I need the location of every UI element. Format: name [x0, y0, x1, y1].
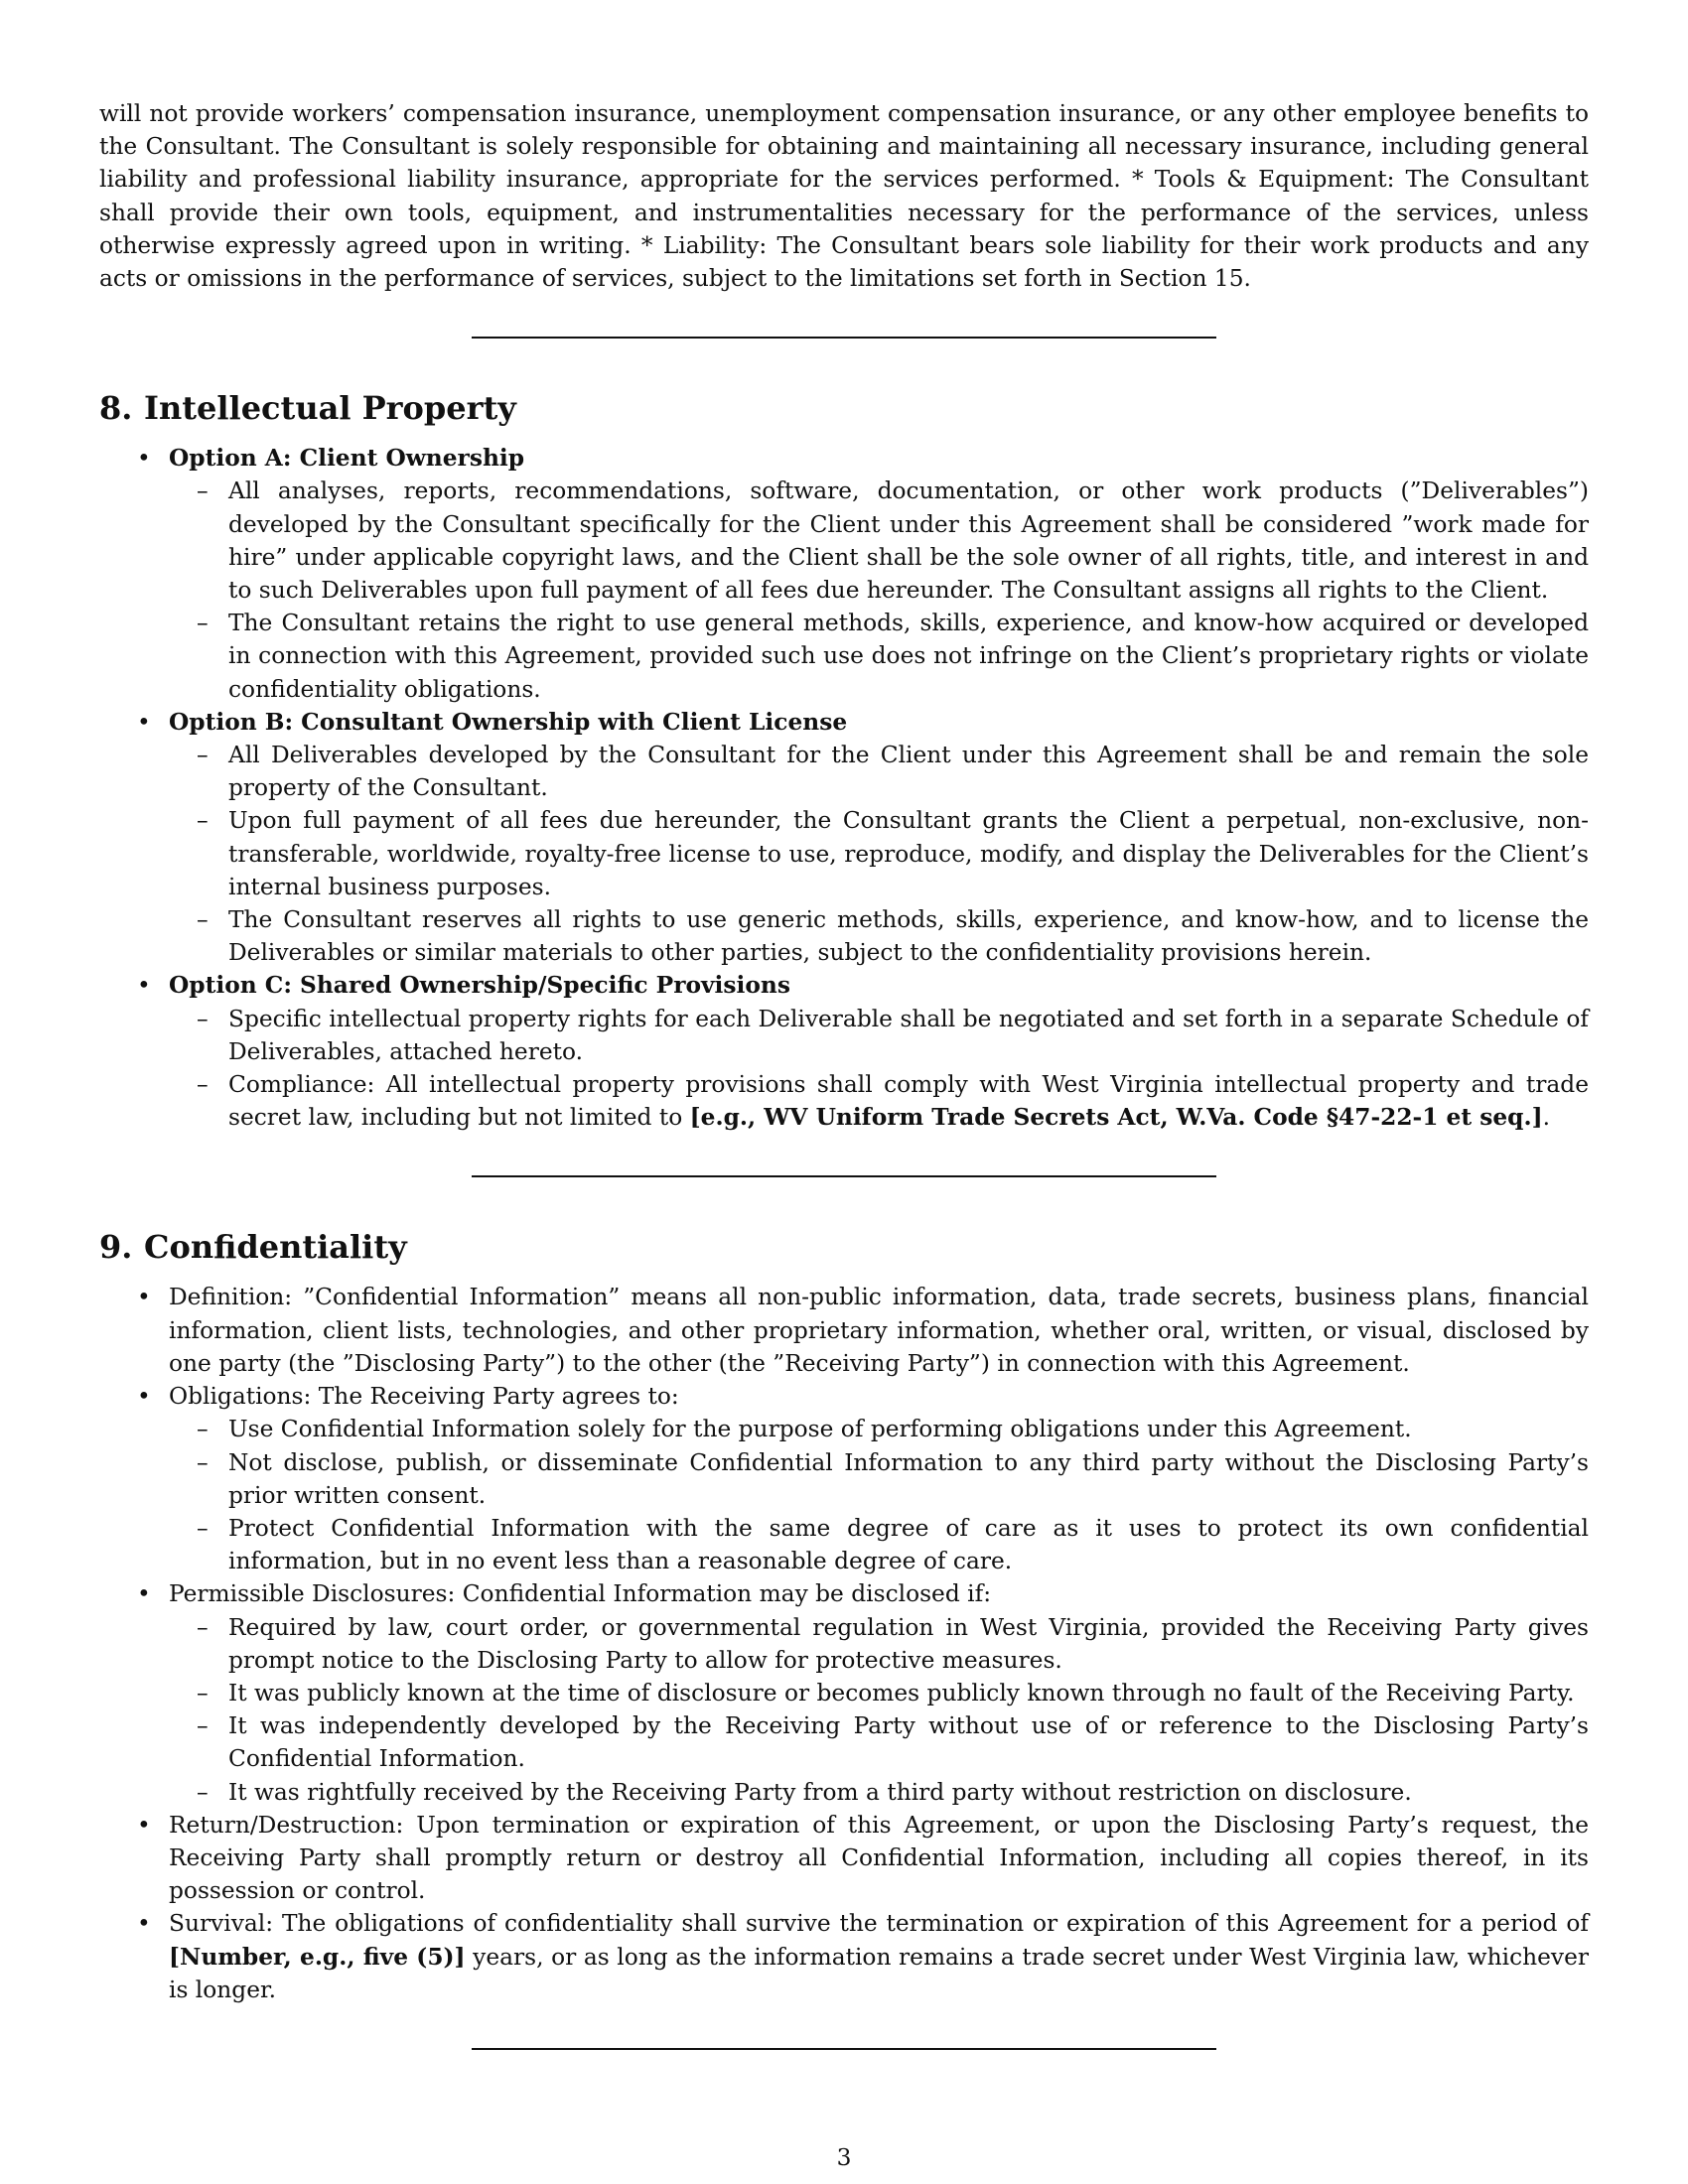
- obligations-lead: Obligations: The Receiving Party agrees to:: [169, 1383, 679, 1411]
- return-destruction-item: • Return/Destruction: Upon termination or expiration of this Agreement, or upon the Disclosing Party’s request, the Receiving Party shall promptly return or destroy all Confidential Information, including all copies thereof, in its possession or control.: [99, 1809, 1589, 1908]
- section-divider: [472, 1175, 1216, 1177]
- permissible-list: [169, 1611, 1589, 1809]
- permissible-lead: Permissible Disclosures: Confidential Information may be disclosed if:: [169, 1580, 992, 1608]
- section-8-number: 8.: [99, 389, 133, 428]
- option-a-item: – The Consultant retains the right to use general methods, skills, experience, and know-how acquired or developed in connection with this Agreement, provided such use does not infringe on the Client’s proprietary rights or violate confidentiality obligations.: [169, 607, 1589, 706]
- section-9-items: [99, 1281, 1589, 2005]
- survival-text: Survival: The obligations of confidentiality shall survive the termination or expiration of this Agreement for a period of: [169, 1910, 1589, 1938]
- option-c-title: Option C: Shared Ownership/Specific Provisions: [169, 972, 790, 1000]
- option-b-title: Option B: Consultant Ownership with Client License: [169, 708, 848, 736]
- section-9-title: Confidentiality: [144, 1228, 407, 1267]
- option-b-item: – All Deliverables developed by the Consultant for the Client under this Agreement shall be and remain the sole property of the Consultant.: [169, 739, 1589, 804]
- compliance-end: .: [1542, 1104, 1551, 1132]
- definition-item: • Definition: ”Confidential Information” means all non-public information, data, trade secrets, business plans, financial information, client lists, technologies, and other proprietary information, whether oral, written, or visual, disclosed by one party (the ”Disclosing Party”) to the other (the ”Receiving Party”) in connection with this Agreement.: [99, 1281, 1589, 1380]
- permissible-disclosure: – Required by law, court order, or governmental regulation in West Virginia, provided the Receiving Party gives prompt notice to the Disclosing Party to allow for protective measures.: [169, 1611, 1589, 1677]
- permissible-disclosure: – It was independently developed by the Receiving Party without use of or reference to the Disclosing Party’s Confidential Information.: [169, 1709, 1589, 1775]
- option-c: [99, 969, 1589, 1134]
- option-a-items: [169, 475, 1589, 705]
- option-a-item: – All analyses, reports, recommendations, software, documentation, or other work products (”Deliverables”) developed by the Consultant specifically for the Client under this Agreement shall be considered ”work made for hire” under applicable copyright laws, and the Client shall be the sole owner of all rights, title, and interest in and to such Deliverables upon full payment of all fees due hereunder. The Consultant assigns all rights to the Client.: [169, 475, 1589, 607]
- obligation-item: – Use Confidential Information solely for the purpose of performing obligations under this Agreement.: [169, 1413, 1589, 1445]
- document-page: [99, 97, 1589, 2050]
- option-c-item-compliance: [169, 1068, 1589, 1134]
- survival-end: years, or as long as the information remains a trade secret under West Virginia law, whichever is longer.: [169, 1943, 1589, 2003]
- page-number: 3: [836, 2144, 852, 2171]
- obligation-item: – Protect Confidential Information with the same degree of care as it uses to protect its own confidential information, but in no event less than a reasonable degree of care.: [169, 1512, 1589, 1577]
- survival-placeholder: [Number, e.g., five (5)]: [169, 1943, 466, 1971]
- section-8-options: [99, 442, 1589, 1134]
- option-b-items: [169, 739, 1589, 969]
- permissible-item: [99, 1577, 1589, 1808]
- option-c-item: – Specific intellectual property rights for each Deliverable shall be negotiated and set forth in a separate Schedule of Deliverables, attached hereto.: [169, 1003, 1589, 1068]
- obligations-list: [169, 1413, 1589, 1577]
- obligations-item: [99, 1380, 1589, 1577]
- compliance-placeholder: [e.g., WV Uniform Trade Secrets Act, W.Va. Code §47-22-1 et seq.]: [689, 1104, 1543, 1132]
- option-a: [99, 442, 1589, 706]
- option-b-item: – Upon full payment of all fees due hereunder, the Consultant grants the Client a perpetual, non-exclusive, non-transferable, worldwide, royalty-free license to use, reproduce, modify, and display the Deliverables for the Client’s internal business purposes.: [169, 804, 1589, 903]
- permissible-disclosure: – It was rightfully received by the Receiving Party from a third party without restriction on disclosure.: [169, 1776, 1589, 1809]
- section-divider: [472, 337, 1216, 339]
- option-a-title: Option A: Client Ownership: [169, 445, 525, 473]
- section-9-number: 9.: [99, 1228, 133, 1267]
- option-c-items: [169, 1003, 1589, 1135]
- intro-paragraph: will not provide workers’ compensation insurance, unemployment compensation insurance, or any other employee benefits to the Consultant. The Consultant is solely responsible for obtaining and maintaining all necessary insurance, including general liability and professional liability insurance, appropriate for the services performed. * Tools & Equipment: The Consultant shall provide their own tools, equipment, and instrumentalities necessary for the performance of the services, unless otherwise expressly agreed upon in writing. * Liability: The Consultant bears sole liability for their work products and any acts or omissions in the performance of services, subject to the limitations set forth in Section 15.: [99, 100, 1589, 293]
- section-divider: [472, 2048, 1216, 2050]
- section-8-heading: [99, 388, 1589, 428]
- permissible-disclosure: – It was publicly known at the time of disclosure or becomes publicly known through no fault of the Receiving Party.: [169, 1677, 1589, 1709]
- section-9-heading: [99, 1227, 1589, 1267]
- option-b-item: – The Consultant reserves all rights to use generic methods, skills, experience, and know-how, and to license the Deliverables or similar materials to other parties, subject to the confidentiality provisions herein.: [169, 903, 1589, 969]
- compliance-text: Compliance: All intellectual property provisions shall comply with West Virginia intellectual property and trade secret law, including but not limited to: [228, 1071, 1589, 1132]
- option-b: [99, 706, 1589, 970]
- survival-item: [99, 1907, 1589, 2006]
- section-8-title: Intellectual Property: [144, 389, 516, 428]
- obligation-item: – Not disclose, publish, or disseminate Confidential Information to any third party without the Disclosing Party’s prior written consent.: [169, 1446, 1589, 1512]
